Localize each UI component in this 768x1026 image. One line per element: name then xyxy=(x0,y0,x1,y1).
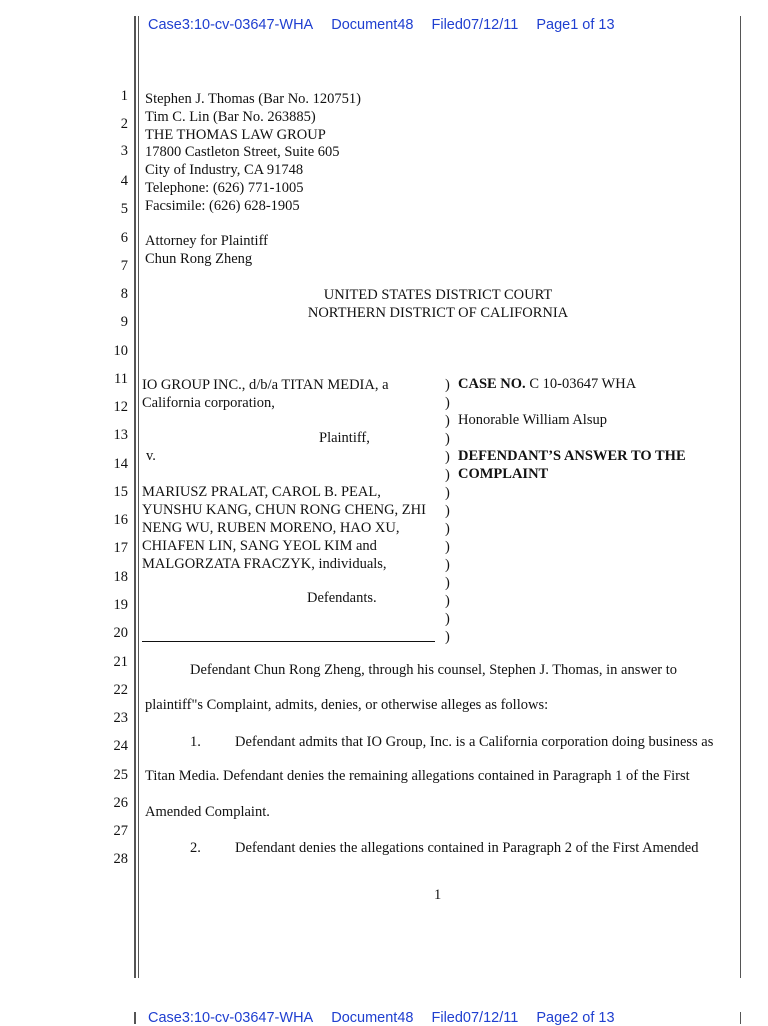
paragraph-2-number: 2. xyxy=(190,840,201,856)
court-heading xyxy=(278,286,598,322)
attorney-for-line: Attorney for Plaintiff xyxy=(145,233,268,249)
paragraph-1-line: Defendant admits that IO Group, Inc. is a California corporation doing business as xyxy=(235,734,714,750)
judge-name: Honorable William Alsup xyxy=(458,412,607,428)
counsel-line: THE THOMAS LAW GROUP xyxy=(145,126,326,143)
caption-paren: ) xyxy=(445,503,450,519)
line-number: 11 xyxy=(114,371,128,387)
caption-paren: ) xyxy=(445,575,450,591)
court-name: UNITED STATES DISTRICT COURT xyxy=(323,287,553,303)
paragraph-1-number: 1. xyxy=(190,734,201,750)
document-title xyxy=(458,447,686,483)
line-number: 1 xyxy=(120,88,128,104)
line-number: 6 xyxy=(120,230,128,246)
plaintiff-label: Plaintiff, xyxy=(319,430,370,446)
counsel-line: Telephone: (626) 771-1005 xyxy=(145,179,304,196)
line-number: 14 xyxy=(113,456,128,472)
line-number: 10 xyxy=(113,343,128,359)
caption-paren: ) xyxy=(445,521,450,537)
line-number: 5 xyxy=(120,201,128,217)
next-header-page: Page2 of 13 xyxy=(536,1010,615,1026)
next-header-case: Case3:10-cv-03647-WHA xyxy=(148,1010,314,1026)
caption-paren: ) xyxy=(445,557,450,573)
document-title-line: DEFENDANT’S ANSWER TO THE xyxy=(458,448,686,464)
line-number: 8 xyxy=(120,286,128,302)
plaintiff-name-line: California corporation, xyxy=(142,395,275,411)
line-number: 27 xyxy=(113,823,128,839)
caption-paren: ) xyxy=(445,449,450,465)
plaintiff-name-line: IO GROUP INC., d/b/a TITAN MEDIA, a xyxy=(142,377,389,393)
line-number: 12 xyxy=(113,399,128,415)
line-number: 25 xyxy=(113,767,128,783)
caption-paren: ) xyxy=(445,395,450,411)
line-number: 4 xyxy=(120,173,128,189)
court-district: NORTHERN DISTRICT OF CALIFORNIA xyxy=(307,305,569,321)
line-number: 24 xyxy=(113,738,128,754)
line-number: 18 xyxy=(113,569,128,585)
line-number: 20 xyxy=(113,625,128,641)
header-page: Page1 of 13 xyxy=(536,17,615,33)
ecf-header xyxy=(148,17,629,33)
line-number: 21 xyxy=(113,654,128,670)
next-header-filed: Filed07/12/11 xyxy=(431,1010,519,1026)
caption-parens xyxy=(445,376,450,646)
header-case: Case3:10-cv-03647-WHA xyxy=(148,17,314,33)
defendant-name-line: MALGORZATA FRACZYK, individuals, xyxy=(142,556,387,572)
caption-paren: ) xyxy=(445,593,450,609)
line-number: 22 xyxy=(113,682,128,698)
left-margin-rule-inner xyxy=(138,16,139,978)
caption-paren: ) xyxy=(445,611,450,627)
caption-paren: ) xyxy=(445,539,450,555)
counsel-line: 17800 Castleton Street, Suite 605 xyxy=(145,144,340,161)
caption-plaintiff xyxy=(142,376,389,412)
case-number xyxy=(458,376,636,393)
next-page-right-rule xyxy=(740,1012,741,1024)
line-number: 15 xyxy=(113,484,128,500)
defendant-name-line: CHIAFEN LIN, SANG YEOL KIM and xyxy=(142,538,377,554)
caption-defendants xyxy=(142,483,426,573)
caption-paren: ) xyxy=(445,413,450,429)
next-header-document: Document48 xyxy=(331,1010,414,1026)
caption-underline xyxy=(142,641,435,642)
line-number: 26 xyxy=(113,795,128,811)
line-number: 2 xyxy=(120,116,128,132)
header-document: Document48 xyxy=(331,17,414,33)
caption-paren: ) xyxy=(445,629,450,645)
case-number-label: CASE NO. xyxy=(458,376,526,392)
caption-paren: ) xyxy=(445,467,450,483)
intro-line-2: plaintiff"s Complaint, admits, denies, or otherwise alleges as follows: xyxy=(145,697,549,713)
line-number: 9 xyxy=(120,314,128,330)
intro-line-1: Defendant Chun Rong Zheng, through his counsel, Stephen J. Thomas, in answer to xyxy=(190,662,678,678)
line-number: 3 xyxy=(120,143,128,159)
line-number: 28 xyxy=(113,851,128,867)
line-number: 7 xyxy=(120,258,128,274)
attorney-for-block xyxy=(145,232,268,268)
attorney-for-line: Chun Rong Zheng xyxy=(145,251,253,267)
caption-paren: ) xyxy=(445,431,450,447)
counsel-line: Stephen J. Thomas (Bar No. 120751) xyxy=(145,91,361,107)
line-number: 13 xyxy=(113,427,128,443)
defendant-name-line: MARIUSZ PRALAT, CAROL B. PEAL, xyxy=(142,484,381,500)
caption-paren: ) xyxy=(445,377,450,393)
right-margin-rule xyxy=(740,16,741,978)
line-number: 23 xyxy=(113,710,128,726)
defendant-name-line: YUNSHU KANG, CHUN RONG CHENG, ZHI xyxy=(142,502,426,518)
counsel-line: Facsimile: (626) 628-1905 xyxy=(145,197,300,214)
paragraph-1-line: Amended Complaint. xyxy=(145,804,270,820)
line-number: 19 xyxy=(113,597,128,613)
page-number: 1 xyxy=(434,887,442,903)
paragraph-1-line: Titan Media. Defendant denies the remaining allegations contained in Paragraph 1 of the First xyxy=(145,768,690,784)
paragraph-2-line: Defendant denies the allegations contained in Paragraph 2 of the First Amended xyxy=(235,840,699,856)
caption-paren: ) xyxy=(445,485,450,501)
counsel-line: City of Industry, CA 91748 xyxy=(145,162,304,179)
line-number: 16 xyxy=(113,512,128,528)
line-number: 17 xyxy=(113,540,128,556)
defendants-label: Defendants. xyxy=(307,590,377,606)
counsel-block xyxy=(145,91,361,216)
defendant-name-line: NENG WU, RUBEN MORENO, HAO XU, xyxy=(142,520,400,536)
left-margin-rule xyxy=(134,16,136,978)
header-filed: Filed07/12/11 xyxy=(431,17,519,33)
counsel-line: Tim C. Lin (Bar No. 263885) xyxy=(145,108,316,125)
next-page-left-rule xyxy=(134,1012,136,1024)
document-title-line: COMPLAINT xyxy=(458,466,549,482)
case-number-value: C 10-03647 WHA xyxy=(525,376,637,392)
versus-label: v. xyxy=(146,448,156,464)
